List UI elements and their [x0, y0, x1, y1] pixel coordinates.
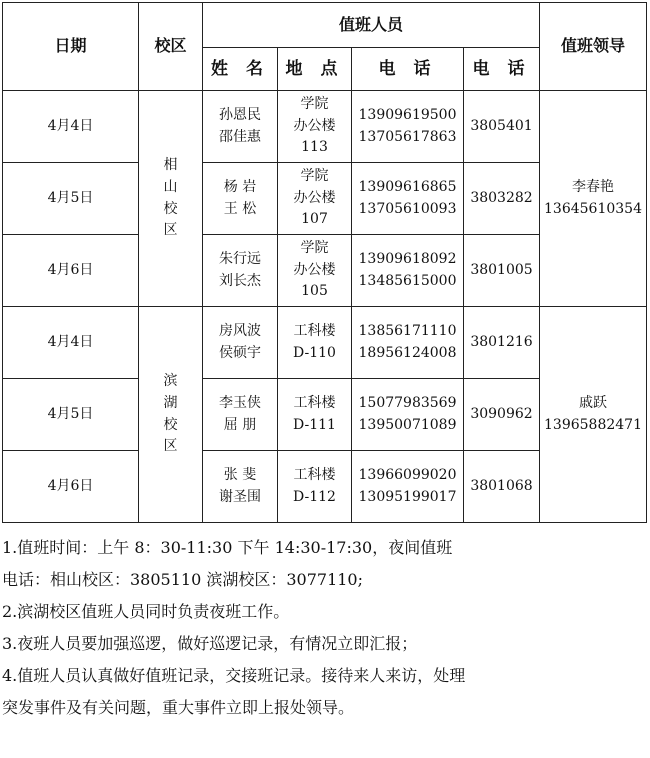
header-date: 日期	[3, 3, 139, 91]
note-line: 2.滨湖校区值班人员同时负责夜班工作。	[2, 602, 290, 621]
leader-cell: 李春艳 13645610354	[540, 91, 647, 307]
phones-cell: 13909616865 13705610093	[352, 163, 464, 235]
date-cell: 4月4日	[3, 307, 139, 379]
header-location: 地 点	[278, 48, 352, 91]
names-cell: 张 斐 谢圣围	[203, 451, 278, 523]
phones-cell: 13856171110 18956124008	[352, 307, 464, 379]
campus-cell: 相 山 校 区	[139, 91, 203, 307]
location-cell: 工科楼 D-111	[278, 379, 352, 451]
note-line: 1.值班时间：上午 8：30-11:30 下午 14:30-17:30，夜间值班	[2, 538, 453, 557]
office-phone-cell: 3801216	[464, 307, 540, 379]
header-campus: 校区	[139, 3, 203, 91]
phones-cell: 13909619500 13705617863	[352, 91, 464, 163]
header-staff: 值班人员	[203, 3, 540, 48]
location-cell: 学院 办公楼 105	[278, 235, 352, 307]
names-cell: 房风波 侯硕宇	[203, 307, 278, 379]
office-phone-cell: 3090962	[464, 379, 540, 451]
location-cell: 工科楼 D-110	[278, 307, 352, 379]
phones-cell: 13909618092 13485615000	[352, 235, 464, 307]
campus-cell: 滨 湖 校 区	[139, 307, 203, 523]
note-line: 电话：相山校区：3805110 滨湖校区：3077110;	[2, 570, 363, 589]
note-line: 4.值班人员认真做好值班记录，交接班记录。接待来人来访，处理	[2, 666, 466, 685]
location-cell: 学院 办公楼 107	[278, 163, 352, 235]
note-line: 突发事件及有关问题，重大事件立即上报处领导。	[2, 698, 355, 717]
date-cell: 4月6日	[3, 451, 139, 523]
location-cell: 学院 办公楼 113	[278, 91, 352, 163]
date-cell: 4月5日	[3, 163, 139, 235]
names-cell: 孙恩民 邵佳惠	[203, 91, 278, 163]
names-cell: 杨 岩 王 松	[203, 163, 278, 235]
office-phone-cell: 3805401	[464, 91, 540, 163]
office-phone-cell: 3803282	[464, 163, 540, 235]
office-phone-cell: 3801068	[464, 451, 540, 523]
header-office-phone: 电 话	[464, 48, 540, 91]
header-phone: 电 话	[352, 48, 464, 91]
date-cell: 4月6日	[3, 235, 139, 307]
header-leader: 值班领导	[540, 3, 647, 91]
leader-cell: 戚跃 13965882471	[540, 307, 647, 523]
date-cell: 4月4日	[3, 91, 139, 163]
notes-section	[2, 532, 642, 724]
phones-cell: 15077983569 13950071089	[352, 379, 464, 451]
date-cell: 4月5日	[3, 379, 139, 451]
header-name: 姓 名	[203, 48, 278, 91]
duty-roster-table	[2, 2, 647, 523]
location-cell: 工科楼 D-112	[278, 451, 352, 523]
names-cell: 朱行远 刘长杰	[203, 235, 278, 307]
phones-cell: 13966099020 13095199017	[352, 451, 464, 523]
note-line: 3.夜班人员要加强巡逻，做好巡逻记录，有情况立即汇报；	[2, 634, 418, 653]
office-phone-cell: 3801005	[464, 235, 540, 307]
names-cell: 李玉侠 屈 朋	[203, 379, 278, 451]
